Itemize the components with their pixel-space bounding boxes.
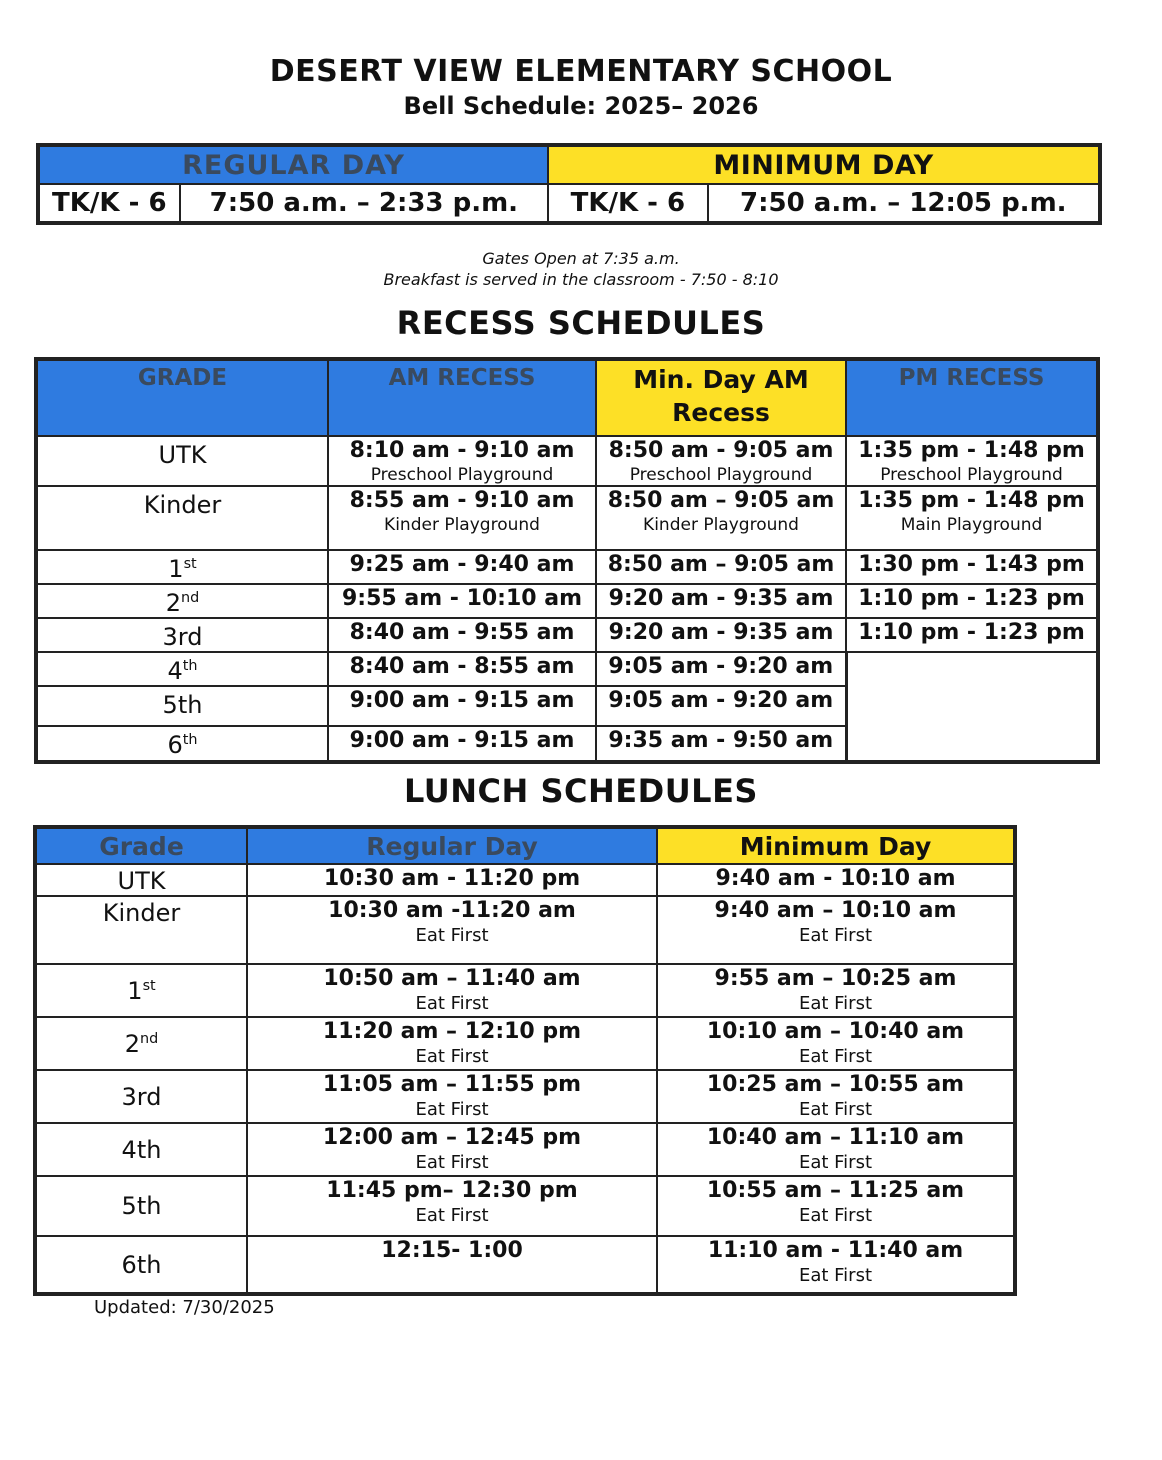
pm-recess-cell xyxy=(846,584,1098,618)
lunch-minimum-cell xyxy=(657,864,1015,896)
lunch-regular-cell xyxy=(247,1123,657,1176)
grade-suffix: th xyxy=(182,732,198,748)
bell-schedule-table xyxy=(36,143,1102,225)
grade-suffix: st xyxy=(183,556,197,572)
grade-cell xyxy=(35,964,247,1017)
grade-cell xyxy=(36,550,328,584)
recess-location: Main Playground xyxy=(900,515,1043,535)
grade-label: 5th xyxy=(121,1192,162,1220)
recess-row xyxy=(36,486,1098,550)
grade-cell xyxy=(36,652,328,686)
grade-cell xyxy=(35,1176,247,1236)
lunch-regular-cell xyxy=(247,964,657,1017)
lunch-regular-cell-time: 10:30 am - 11:20 pm xyxy=(323,866,581,891)
lunch-regular-cell-time: 11:05 am – 11:55 pm xyxy=(322,1072,582,1097)
lunch-minimum-cell xyxy=(657,1070,1015,1123)
school-title: DESERT VIEW ELEMENTARY SCHOOL xyxy=(269,54,893,89)
grade-label: 4 xyxy=(167,657,183,685)
min-recess-cell-time: 8:50 am - 9:05 am xyxy=(608,438,834,463)
am-recess-cell xyxy=(328,618,596,652)
lunch-minimum-cell xyxy=(657,896,1015,964)
pm-recess-cell xyxy=(846,486,1098,550)
lunch-heading: LUNCH SCHEDULES xyxy=(404,772,758,810)
lunch-regular-cell xyxy=(247,1236,657,1294)
grade-label: 6th xyxy=(121,1250,162,1279)
grade-label: Kinder xyxy=(102,899,181,927)
min-recess-cell-time: 9:20 am - 9:35 am xyxy=(608,586,834,611)
am-recess-cell xyxy=(328,686,596,726)
lunch-regular-cell-time: 10:30 am -11:20 am xyxy=(328,898,576,923)
recess-location: Preschool Playground xyxy=(370,465,554,485)
am-recess-cell-time: 9:00 am - 9:15 am xyxy=(349,728,575,753)
recess-row xyxy=(36,436,1098,486)
am-recess-cell-time: 9:55 am - 10:10 am xyxy=(341,586,583,611)
grade-label: 6 xyxy=(167,731,183,759)
recess-location: Kinder Playground xyxy=(384,515,540,535)
lunch-minimum-cell xyxy=(657,1017,1015,1070)
regular-grades: TK/K - 6 xyxy=(38,184,180,223)
lunch-note: Eat First xyxy=(798,993,873,1014)
empty-cell xyxy=(846,652,1098,686)
grade-cell xyxy=(35,1236,247,1294)
grade-label: UTK xyxy=(158,441,207,469)
min-recess-cell-time: 9:05 am - 9:20 am xyxy=(608,654,834,679)
lunch-minimum-cell-time: 10:55 am – 11:25 am xyxy=(706,1178,965,1203)
lunch-row xyxy=(35,1070,1015,1123)
recess-col-am: AM RECESS xyxy=(328,359,596,436)
grade-cell xyxy=(36,686,328,726)
lunch-minimum-cell xyxy=(657,964,1015,1017)
recess-col-min xyxy=(596,359,846,436)
grade-cell xyxy=(35,1123,247,1176)
lunch-note: Eat First xyxy=(798,1099,873,1120)
lunch-table xyxy=(33,825,1017,1296)
lunch-regular-cell-time: 12:15- 1:00 xyxy=(381,1238,523,1263)
grade-cell xyxy=(35,864,247,896)
min-recess-cell xyxy=(596,618,846,652)
empty-cell xyxy=(846,686,1098,726)
recess-row xyxy=(36,726,1098,762)
lunch-note: Eat First xyxy=(415,925,489,946)
grade-label: 2 xyxy=(165,589,181,617)
grade-cell xyxy=(36,584,328,618)
pm-recess-cell xyxy=(846,436,1098,486)
lunch-row xyxy=(35,964,1015,1017)
grade-cell xyxy=(35,1017,247,1070)
lunch-col-regular: Regular Day xyxy=(247,827,657,864)
lunch-col-minimum: Minimum Day xyxy=(657,827,1015,864)
schedule-subtitle: Bell Schedule: 2025– 2026 xyxy=(403,92,759,120)
grade-cell xyxy=(36,618,328,652)
pm-recess-cell-time: 1:30 pm - 1:43 pm xyxy=(858,552,1085,577)
gates-note: Gates Open at 7:35 a.m. xyxy=(482,249,680,268)
am-recess-cell-time: 9:25 am - 9:40 am xyxy=(349,552,575,577)
lunch-note: Eat First xyxy=(798,1265,873,1286)
grade-label: 3rd xyxy=(162,623,203,651)
am-recess-cell xyxy=(328,584,596,618)
pm-recess-cell xyxy=(846,550,1098,584)
lunch-row xyxy=(35,1017,1015,1070)
lunch-note: Eat First xyxy=(798,1152,873,1173)
lunch-minimum-cell xyxy=(657,1123,1015,1176)
minimum-time: 7:50 a.m. – 12:05 p.m. xyxy=(708,184,1100,223)
lunch-regular-cell xyxy=(247,1070,657,1123)
grade-cell xyxy=(36,726,328,762)
lunch-note: Eat First xyxy=(798,1046,873,1067)
grade-cell xyxy=(36,436,328,486)
grade-cell xyxy=(36,486,328,550)
am-recess-cell xyxy=(328,486,596,550)
min-recess-cell-time: 8:50 am – 9:05 am xyxy=(607,488,835,513)
lunch-col-grade: Grade xyxy=(35,827,247,864)
grade-label: 2 xyxy=(124,1029,140,1058)
lunch-minimum-cell-time: 10:10 am – 10:40 am xyxy=(706,1019,965,1044)
grade-cell xyxy=(35,1070,247,1123)
grade-suffix: st xyxy=(142,977,156,994)
grade-label: 1 xyxy=(127,976,143,1005)
recess-row xyxy=(36,584,1098,618)
grade-label: 5th xyxy=(162,691,203,719)
lunch-regular-cell-time: 12:00 am – 12:45 pm xyxy=(322,1125,582,1150)
min-recess-cell xyxy=(596,436,846,486)
regular-time: 7:50 a.m. – 2:33 p.m. xyxy=(180,184,548,223)
lunch-minimum-cell-time: 10:25 am – 10:55 am xyxy=(706,1072,965,1097)
min-recess-cell xyxy=(596,686,846,726)
lunch-minimum-cell xyxy=(657,1176,1015,1236)
recess-table xyxy=(34,357,1100,764)
pm-recess-cell-time: 1:10 pm - 1:23 pm xyxy=(858,620,1085,645)
grade-label: UTK xyxy=(117,867,166,895)
lunch-note: Eat First xyxy=(798,925,873,946)
lunch-regular-cell xyxy=(247,1176,657,1236)
recess-location: Preschool Playground xyxy=(880,465,1063,485)
recess-heading: RECESS SCHEDULES xyxy=(396,304,766,342)
breakfast-note: Breakfast is served in the classroom - 7:50 - 8:10 xyxy=(383,270,779,289)
lunch-minimum-cell-time: 10:40 am – 11:10 am xyxy=(706,1125,965,1150)
grade-label: 3rd xyxy=(121,1082,162,1111)
lunch-row xyxy=(35,864,1015,896)
min-recess-cell-time: 9:05 am - 9:20 am xyxy=(608,688,834,713)
min-recess-cell xyxy=(596,486,846,550)
min-recess-cell xyxy=(596,726,846,762)
min-recess-cell xyxy=(596,550,846,584)
lunch-regular-cell xyxy=(247,896,657,964)
min-recess-cell xyxy=(596,584,846,618)
lunch-note: Eat First xyxy=(415,1099,489,1120)
minimum-day-header: MINIMUM DAY xyxy=(548,145,1100,184)
recess-location: Kinder Playground xyxy=(643,515,799,535)
pm-recess-cell-time: 1:10 pm - 1:23 pm xyxy=(858,586,1085,611)
lunch-regular-cell-time: 10:50 am – 11:40 am xyxy=(323,966,581,991)
lunch-regular-cell-time: 11:45 pm– 12:30 pm xyxy=(326,1178,578,1203)
lunch-note: Eat First xyxy=(798,1205,873,1226)
lunch-row xyxy=(35,1123,1015,1176)
grade-suffix: nd xyxy=(140,1030,159,1047)
recess-row xyxy=(36,550,1098,584)
lunch-regular-cell-time: 11:20 am – 12:10 pm xyxy=(322,1019,582,1044)
grade-suffix: nd xyxy=(181,590,200,606)
am-recess-cell-time: 8:40 am - 9:55 am xyxy=(349,620,575,645)
recess-location: Preschool Playground xyxy=(629,465,813,485)
pm-recess-cell-time: 1:35 pm - 1:48 pm xyxy=(858,438,1085,463)
recess-row xyxy=(36,686,1098,726)
min-recess-cell xyxy=(596,652,846,686)
am-recess-cell-time: 9:00 am - 9:15 am xyxy=(349,688,575,713)
pm-recess-cell-time: 1:35 pm - 1:48 pm xyxy=(858,488,1085,513)
am-recess-cell-time: 8:40 am - 8:55 am xyxy=(349,654,575,679)
min-recess-cell-time: 9:35 am - 9:50 am xyxy=(608,728,834,753)
pm-recess-cell xyxy=(846,618,1098,652)
lunch-note: Eat First xyxy=(415,993,489,1014)
grade-cell xyxy=(35,896,247,964)
lunch-minimum-cell-time: 9:55 am – 10:25 am xyxy=(714,966,957,991)
lunch-regular-cell xyxy=(247,1017,657,1070)
am-recess-cell xyxy=(328,726,596,762)
am-recess-cell xyxy=(328,436,596,486)
lunch-note: Eat First xyxy=(415,1046,489,1067)
lunch-row xyxy=(35,1176,1015,1236)
lunch-note: Eat First xyxy=(415,1205,489,1226)
min-recess-cell-time: 8:50 am – 9:05 am xyxy=(607,552,835,577)
recess-col-pm: PM RECESS xyxy=(846,359,1098,436)
am-recess-cell-time: 8:10 am - 9:10 am xyxy=(349,438,575,463)
lunch-minimum-cell xyxy=(657,1236,1015,1294)
grade-label: 4th xyxy=(121,1135,162,1164)
recess-row xyxy=(36,618,1098,652)
recess-col-min-line2: Recess xyxy=(672,398,770,427)
am-recess-cell xyxy=(328,550,596,584)
recess-col-grade: GRADE xyxy=(36,359,328,436)
lunch-minimum-cell-time: 11:10 am - 11:40 am xyxy=(707,1238,964,1263)
grade-label: 1 xyxy=(168,555,184,583)
am-recess-cell xyxy=(328,652,596,686)
regular-day-header: REGULAR DAY xyxy=(38,145,548,184)
grade-suffix: th xyxy=(182,658,198,674)
lunch-minimum-cell-time: 9:40 am - 10:10 am xyxy=(715,866,956,891)
updated-date: Updated: 7/30/2025 xyxy=(94,1297,275,1318)
empty-cell xyxy=(846,726,1098,762)
lunch-minimum-cell-time: 9:40 am – 10:10 am xyxy=(714,898,957,923)
recess-col-min-line1: Min. Day AM xyxy=(633,365,809,394)
minimum-grades: TK/K - 6 xyxy=(548,184,708,223)
lunch-note: Eat First xyxy=(415,1152,489,1173)
lunch-row xyxy=(35,896,1015,964)
am-recess-cell-time: 8:55 am - 9:10 am xyxy=(349,488,575,513)
lunch-row xyxy=(35,1236,1015,1294)
min-recess-cell-time: 9:20 am - 9:35 am xyxy=(608,620,834,645)
recess-row xyxy=(36,652,1098,686)
lunch-regular-cell xyxy=(247,864,657,896)
grade-label: Kinder xyxy=(143,491,222,519)
